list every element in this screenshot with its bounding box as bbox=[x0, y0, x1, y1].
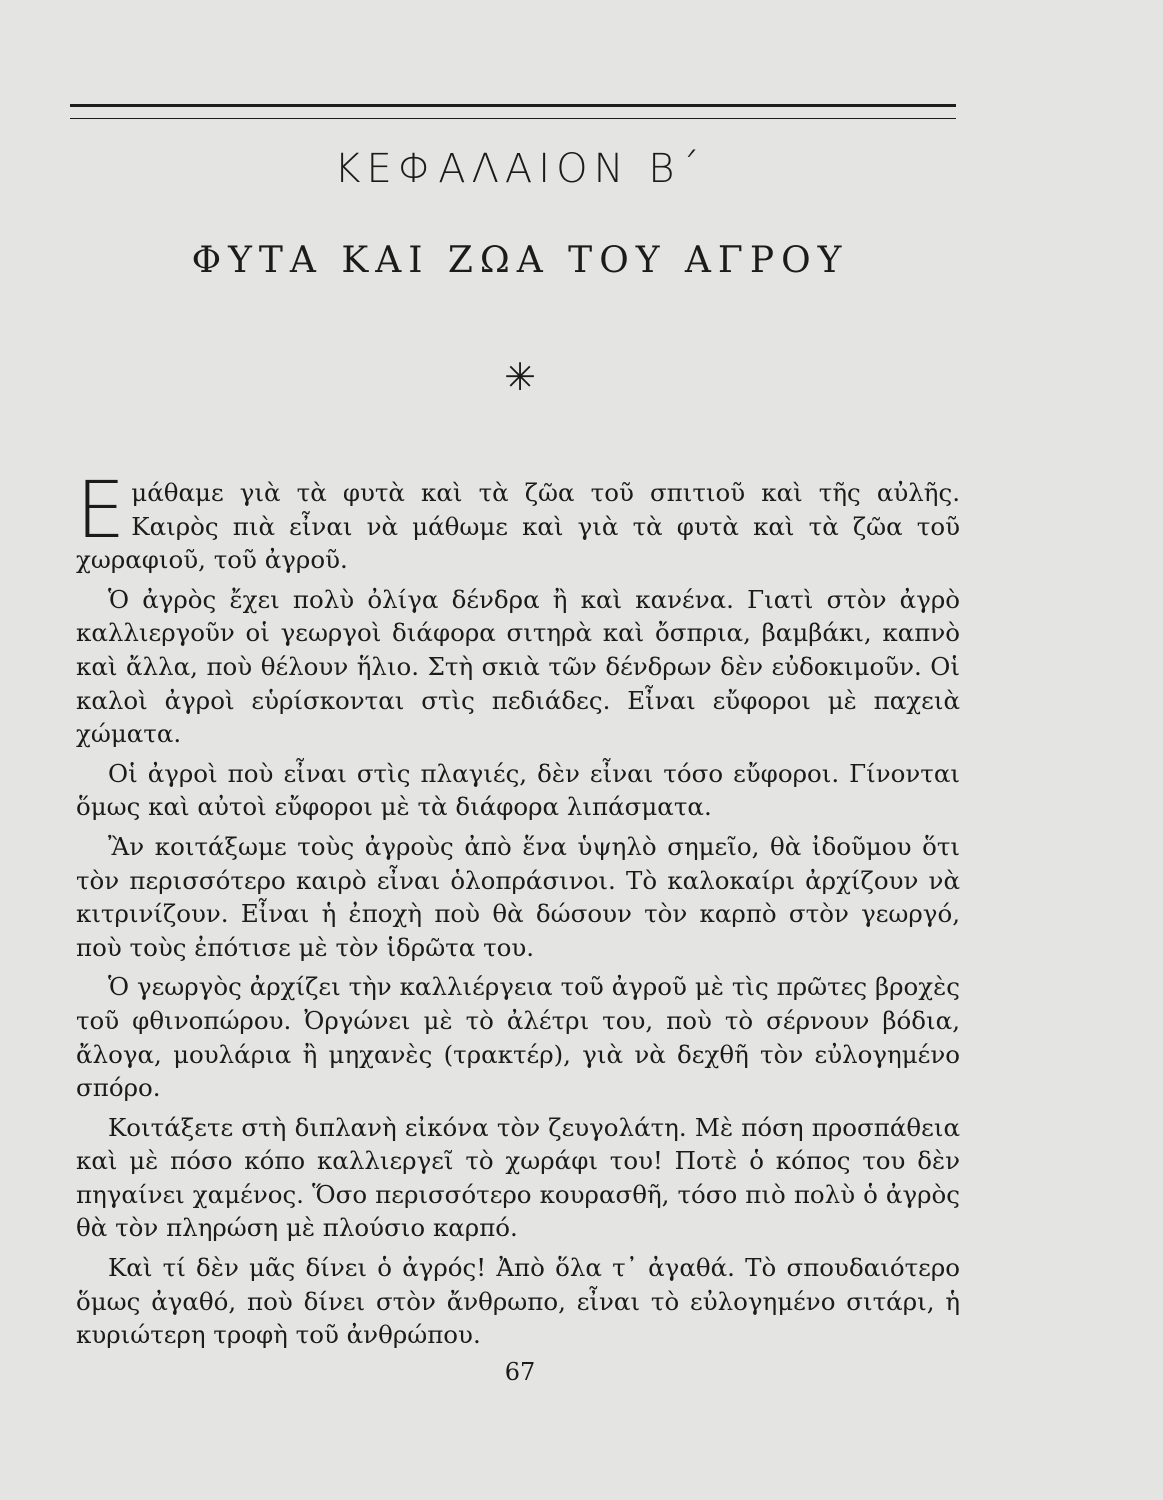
asterisk-ornament-icon: ✳ bbox=[504, 355, 536, 399]
paragraph-5: Ὁ γεωργὸς ἀρχίζει τὴν καλλιέργεια τοῦ ἀγροῦ μὲ τὶς πρῶτες βροχὲς τοῦ φθινοπώρου. Ὀργώνει μὲ τὸ ἀλέτρι του, ποὺ τὸ σέρνουν βόδια, ἄλογα, μουλάρια ἢ μηχανὲς (τρακτέρ), γιὰ νὰ δεχθῆ τὸν εὐλογημένο σπόρο. bbox=[76, 972, 960, 1103]
paragraph-4: Ἂν κοιτάξωμε τοὺς ἀγροὺς ἀπὸ ἕνα ὑψηλὸ σημεῖο, θὰ ἰδοῦμου ὅτι τὸν περισσότερο καιρὸ εἶναι ὁλοπράσινοι. Τὸ καλοκαίρι ἀρχίζουν νὰ κιτρινίζουν. Εἶναι ἡ ἐποχὴ ποὺ θὰ δώσουν τὸν καρπὸ στὸν γεωργό, ποὺ τοὺς ἐπότισε μὲ τὸν ἱδρῶτα του. bbox=[76, 831, 960, 962]
paragraph-2: Ὁ ἀγρὸς ἔχει πολὺ ὀλίγα δένδρα ἢ καὶ κανένα. Γιατὶ στὸν ἀγρὸ καλλιεργοῦν οἱ γεωργοὶ διάφορα σιτηρὰ καὶ ὄσπρια, βαμβάκι, καπνὸ καὶ ἄλλα, ποὺ θέλουν ἥλιο. Στὴ σκιὰ τῶν δένδρων δὲν εὐδοκιμοῦν. Οἱ καλοὶ ἀγροὶ εὑρίσκονται στὶς πεδιάδες. Εἶναι εὔφοροι μὲ παχειὰ χώματα. bbox=[76, 584, 960, 749]
paragraph-3: Οἱ ἀγροὶ ποὺ εἶναι στὶς πλαγιές, δὲν εἶναι τόσο εὔφοροι. Γίνονται ὅμως καὶ αὐτοὶ εὔφοροι μὲ τὰ διάφορα λιπάσματα. bbox=[76, 758, 960, 822]
paragraph-1-text: μάθαμε γιὰ τὰ φυτὰ καὶ τὰ ζῶα τοῦ σπιτιοῦ καὶ τῆς αὐλῆς. Καιρὸς πιὰ εἶναι νὰ μάθωμε καὶ γιὰ τὰ φυτὰ καὶ τὰ ζῶα τοῦ χωραφιοῦ, τοῦ ἀγροῦ. bbox=[76, 478, 960, 575]
chapter-body bbox=[76, 466, 960, 1358]
chapter-title: ΦΥΤΑ ΚΑΙ ΖΩΑ ΤΟΥ ΑΓΡΟΥ bbox=[191, 240, 849, 281]
paragraph-7: Καὶ τί δὲν μᾶς δίνει ὁ ἀγρός! Ἀπὸ ὅλα τ᾽ ἀγαθά. Τὸ σπουδαιότερο ὅμως ἀγαθό, ποὺ δίνει στὸν ἄνθρωπο, εἶναι τὸ εὐλογημένο σιτάρι, ἡ κυριώτερη τροφὴ τοῦ ἀνθρώπου. bbox=[76, 1253, 960, 1350]
paragraph-6: Κοιτάξετε στὴ διπλανὴ εἰκόνα τὸν ζευγολάτη. Μὲ πόση προσπάθεια καὶ μὲ πόσο κόπο καλλιεργεῖ τὸ χωράφι του! Ποτὲ ὁ κόπος του δὲν πηγαίνει χαμένος. Ὅσο περισσότερο κουρασθῆ, τόσο πιὸ πολὺ ὁ ἀγρὸς θὰ τὸν πληρώση μὲ πλούσιο καρπό. bbox=[76, 1112, 960, 1243]
paragraph-1 bbox=[76, 466, 960, 577]
header-rule-thin bbox=[70, 118, 956, 119]
page-number: 67 bbox=[504, 1358, 536, 1386]
chapter-heading: ΚΕΦΑΛΑΙΟΝ Β΄ bbox=[334, 146, 706, 192]
header-rule-thick bbox=[70, 104, 956, 107]
drop-cap: Ε bbox=[76, 466, 126, 556]
